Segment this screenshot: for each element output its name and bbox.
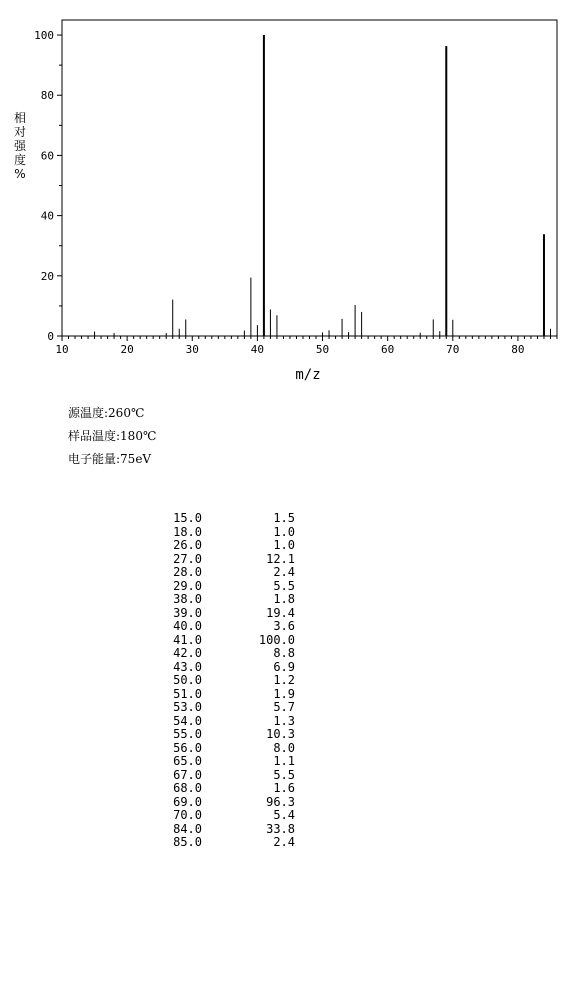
- abundance-cell: 1.3: [273, 713, 295, 728]
- mz-cell: 50.0: [173, 673, 202, 687]
- abundance-cell: 5.5: [273, 578, 295, 593]
- mz-cell: 51.0: [173, 686, 202, 701]
- mz-cell: 56.0: [173, 740, 202, 755]
- abundance-cell: 1.5: [273, 511, 295, 525]
- table-row: [150, 715, 295, 729]
- mz-cell: 41.0: [173, 632, 202, 647]
- mz-cell: 85.0: [173, 835, 202, 849]
- x-tick-label: 80: [511, 343, 525, 356]
- mz-cell: 38.0: [173, 592, 202, 606]
- table-row: [150, 539, 295, 553]
- abundance-cell: 19.4: [266, 605, 295, 620]
- abundance-cell: 6.9: [273, 659, 295, 674]
- acquisition-conditions: [68, 402, 156, 471]
- plot-frame: [62, 20, 557, 336]
- mz-cell: 18.0: [173, 524, 202, 539]
- abundance-cell: 1.9: [273, 686, 295, 701]
- table-row: [150, 526, 295, 540]
- y-tick-label: 100: [34, 29, 54, 43]
- table-row: [150, 836, 295, 850]
- table-row: [150, 620, 295, 634]
- table-row: [150, 809, 295, 823]
- mass-spectrum-chart: [0, 0, 570, 392]
- table-row: [150, 566, 295, 580]
- table-row: [150, 782, 295, 796]
- abundance-cell: 8.8: [273, 646, 295, 660]
- abundance-cell: 1.0: [273, 524, 295, 539]
- table-row: [150, 701, 295, 715]
- y-axis-label-char: 对: [13, 125, 27, 139]
- table-row: [150, 512, 295, 526]
- mz-cell: 67.0: [173, 767, 202, 782]
- abundance-cell: 33.8: [266, 821, 295, 836]
- peak-list-table: [150, 512, 295, 850]
- mz-cell: 65.0: [173, 754, 202, 768]
- table-row: [150, 742, 295, 756]
- table-row: [150, 647, 295, 661]
- mz-cell: 84.0: [173, 821, 202, 836]
- abundance-cell: 10.3: [266, 727, 295, 741]
- abundance-cell: 100.0: [258, 632, 295, 647]
- table-row: [150, 580, 295, 594]
- mz-cell: 15.0: [173, 511, 202, 525]
- tick-labels: [34, 29, 524, 356]
- y-tick-label: 20: [40, 269, 54, 283]
- mz-cell: 42.0: [173, 646, 202, 660]
- y-axis-label-char: 度: [13, 153, 27, 167]
- table-row: [150, 796, 295, 810]
- abundance-cell: 2.4: [273, 835, 295, 849]
- abundance-cell: 1.6: [273, 781, 295, 795]
- sample-temperature: 样品温度:180℃: [68, 429, 157, 443]
- mz-cell: 55.0: [173, 727, 202, 741]
- mz-cell: 43.0: [173, 659, 202, 674]
- table-row: [150, 755, 295, 769]
- y-axis-label-char: 相: [13, 111, 27, 125]
- x-axis-label: m/z: [295, 367, 321, 383]
- x-tick-label: 40: [250, 343, 265, 356]
- abundance-cell: 1.1: [273, 754, 295, 768]
- source-temperature: 源温度:260℃: [68, 406, 145, 420]
- x-tick-label: 10: [55, 343, 69, 356]
- mz-cell: 69.0: [173, 794, 202, 809]
- mz-cell: 27.0: [173, 551, 202, 566]
- mz-cell: 26.0: [173, 538, 202, 552]
- x-tick-label: 20: [120, 343, 134, 356]
- mz-cell: 40.0: [173, 619, 202, 633]
- table-row: [150, 674, 295, 688]
- mz-cell: 39.0: [173, 605, 202, 620]
- abundance-cell: 5.5: [273, 767, 295, 782]
- abundance-cell: 1.2: [273, 673, 295, 687]
- abundance-cell: 8.0: [273, 740, 295, 755]
- y-axis-label-char: %: [14, 167, 26, 181]
- mz-cell: 54.0: [173, 713, 202, 728]
- table-row: [150, 607, 295, 621]
- table-row: [150, 661, 295, 675]
- abundance-cell: 12.1: [266, 551, 295, 566]
- table-row: [150, 593, 295, 607]
- x-tick-label: 60: [381, 343, 395, 356]
- mz-cell: 53.0: [173, 700, 202, 714]
- table-row: [150, 688, 295, 702]
- mz-cell: 70.0: [173, 808, 202, 822]
- electron-energy: 电子能量:75eV: [68, 452, 152, 466]
- abundance-cell: 5.7: [273, 700, 295, 714]
- table-row: [150, 553, 295, 567]
- abundance-cell: 1.8: [273, 592, 295, 606]
- y-axis-label: [14, 110, 27, 181]
- mz-cell: 68.0: [173, 781, 202, 795]
- table-row: [150, 728, 295, 742]
- table-row: [150, 769, 295, 783]
- x-tick-label: 30: [185, 343, 199, 356]
- y-tick-label: 80: [40, 89, 54, 103]
- x-tick-label: 70: [446, 343, 460, 356]
- y-tick-label: 0: [47, 330, 54, 343]
- abundance-cell: 1.0: [273, 538, 295, 552]
- y-tick-label: 60: [40, 149, 54, 163]
- mz-cell: 29.0: [173, 578, 202, 593]
- axis-ticks: [57, 35, 557, 341]
- abundance-cell: 5.4: [273, 808, 295, 822]
- mz-cell: 28.0: [173, 565, 202, 579]
- y-tick-label: 40: [40, 209, 54, 223]
- y-axis-label-char: 强: [13, 139, 27, 153]
- abundance-cell: 2.4: [273, 565, 295, 579]
- abundance-cell: 3.6: [273, 619, 295, 633]
- abundance-cell: 96.3: [266, 794, 295, 809]
- table-row: [150, 634, 295, 648]
- plot-border: [62, 20, 557, 336]
- spectrum-bars: [95, 35, 551, 336]
- table-row: [150, 823, 295, 837]
- x-tick-label: 50: [315, 343, 330, 356]
